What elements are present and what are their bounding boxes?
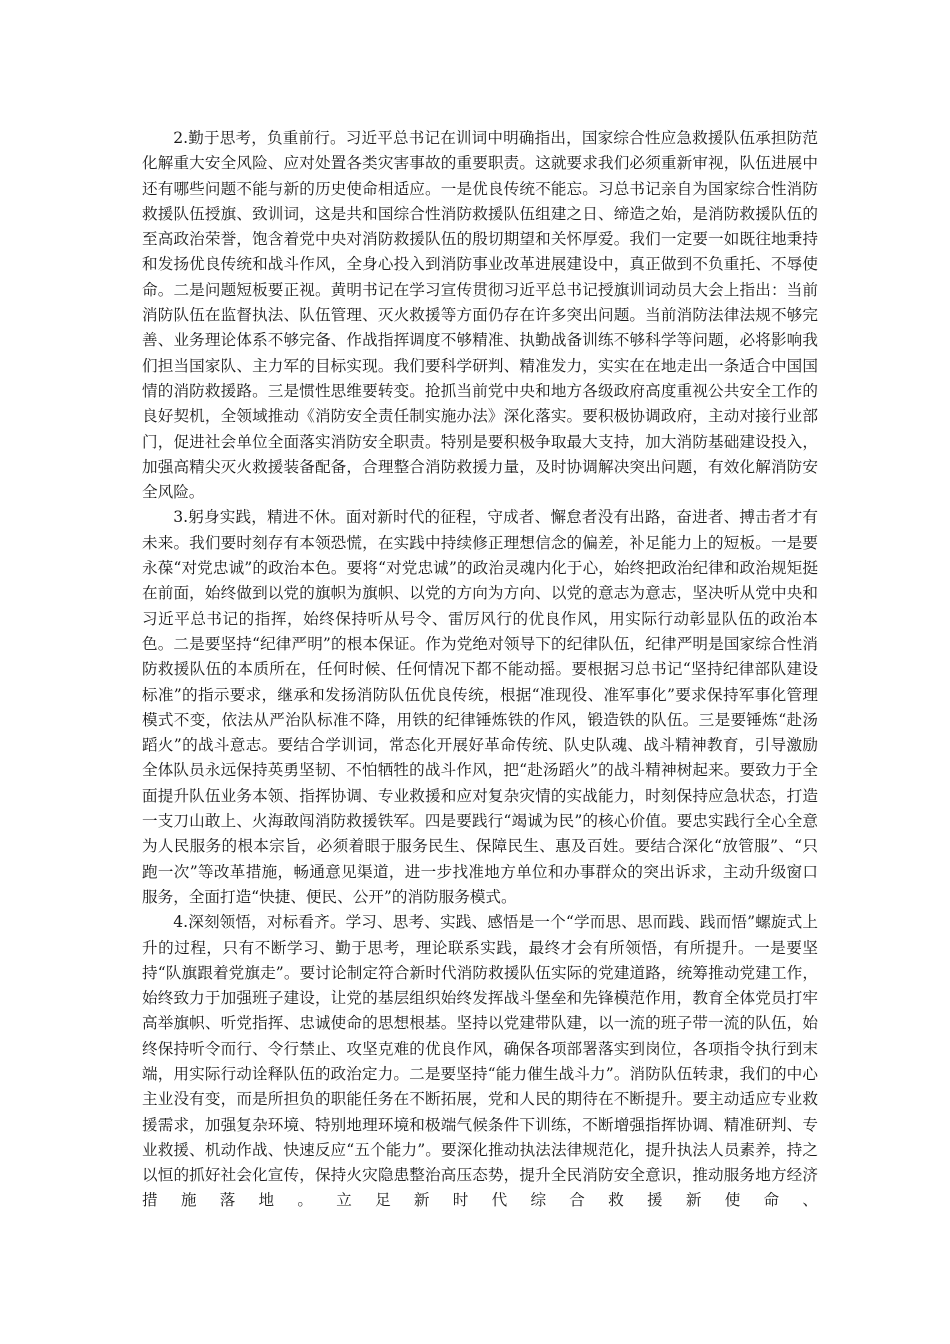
paragraph-point-2: 2.勤于思考，负重前行。习近平总书记在训词中明确指出，国家综合性应急救援队伍承担防范化解重大安全风险、应对处置各类灾害事故的重要职责。这就要求我们必须重新审视，队伍进展中还有哪些问题不能与新的历史使命相适应。一是优良传统不能忘。习总书记亲自为国家综合性消防救援队伍授旗、致训词，这是共和国综合性消防救援队伍组建之日、缔造之始，是消防救援队伍的至高政治荣誉，饱含着党中央对消防救援队伍的殷切期望和关怀厚爱。我们一定要一如既往地秉持和发扬优良传统和战斗作风，全身心投入到消防事业改革进展建设中，真正做到不负重托、不辱使命。二是问题短板要正视。黄明书记在学习宣传贯彻习近平总书记授旗训词动员大会上指出：当前消防队伍在监督执法、队伍管理、灭火救援等方面仍存在许多突出问题。当前消防法律法规不够完善、业务理论体系不够完备、作战指挥调度不够精准、执勤战备训练不够科学等问题，必将影响我们担当国家队、主力军的目标实现。我们要科学研判、精准发力，实实在在地走出一条适合中国国情的消防救援路。三是惯性思维要转变。抢抓当前党中央和地方各级政府高度重视公共安全工作的良好契机，全领域推动《消防安全责任制实施办法》深化落实。要积极协调政府，主动对接行业部门，促进社会单位全面落实消防安全职责。特别是要积极争取最大支持，加大消防基础建设投入，加强高精尖灭火救援装备配备，合理整合消防救援力量，及时协调解决突出问题，有效化解消防安全风险。 [142,129,818,502]
paragraph-point-4: 4.深刻领悟，对标看齐。学习、思考、实践、感悟是一个“学而思、思而践、践而悟”螺旋式上升的过程，只有不断学习、勤于思考，理论联系实践，最终才会有所领悟，有所提升。一是要坚持“队旗跟着党旗走”。要讨论制定符合新时代消防救援队伍实际的党建道路，统筹推动党建工作，始终致力于加强班子建设，让党的基层组织始终发挥战斗堡垒和先锋模范作用，教育全体党员打牢高举旗帜、听党指挥、忠诚使命的思想根基。坚持以党建带队建，以一流的班子带一流的队伍，始终保持听令而行、令行禁止、攻坚克难的优良作风，确保各项部署落实到岗位，各项指令执行到末端，用实际行动诠释队伍的政治定力。二是要坚持“能力催生战斗力”。消防队伍转隶，我们的中心主业没有变，而是所担负的职能任务在不断拓展，党和人民的期待在不断提升。要主动适应专业救援需求，加强复杂环境、特别地理环境和极端气候条件下训练，不断增强指挥协调、精准研判、专业救援、机动作战、快速反应“五个能力”。要深化推动执法法律规范化，提升执法人员素养，持之以恒的抓好社会化宣传，保持火灾隐患整治高压态势，提升全民消防安全意识，推动服务地方经济措施落地。立足新时代综合救援新使命、 [142,913,818,1210]
document-body [142,126,818,1214]
paragraph-point-3: 3.躬身实践，精进不休。面对新时代的征程，守成者、懈怠者没有出路，奋进者、搏击者才有未来。我们要时刻存有本领恐慌，在实践中持续修正理想信念的偏差，补足能力上的短板。一是要永葆“对党忠诚”的政治本色。要将“对党忠诚”的政治灵魂内化于心，始终把政治纪律和政治规矩挺在前面，始终做到以党的旗帜为旗帜、以党的方向为方向、以党的意志为意志，坚决听从党中央和习近平总书记的指挥，始终保持听从号令、雷厉风行的优良作风，用实际行动彰显队伍的政治本色。二是要坚持“纪律严明”的根本保证。作为党绝对领导下的纪律队伍，纪律严明是国家综合性消防救援队伍的本质所在，任何时候、任何情况下都不能动摇。要根据习总书记“坚持纪律部队建设标准”的指示要求，继承和发扬消防队伍优良传统，根据“准现役、准军事化”要求保持军事化管理模式不变，依法从严治队标准不降，用铁的纪律锤炼铁的作风，锻造铁的队伍。三是要锤炼“赴汤蹈火”的战斗意志。要结合学训词，常态化开展好革命传统、队史队魂、战斗精神教育，引导激励全体队员永远保持英勇坚韧、不怕牺牲的战斗作风，把“赴汤蹈火”的战斗精神树起来。要致力于全面提升队伍业务本领、指挥协调、专业救援和应对复杂灾情的实战能力，时刻保持应急状态，打造一支刀山敢上、火海敢闯消防救援铁军。四是要践行“竭诚为民”的核心价值。要忠实践行全心全意为人民服务的根本宗旨，必须着眼于服务民生、保障民生、惠及百姓。要结合深化“放管服”、“只跑一次”等改革措施，畅通意见渠道，进一步找准地方单位和办事群众的突出诉求，主动升级窗口服务，全面打造“快捷、便民、公开”的消防服务模式。 [142,508,818,906]
